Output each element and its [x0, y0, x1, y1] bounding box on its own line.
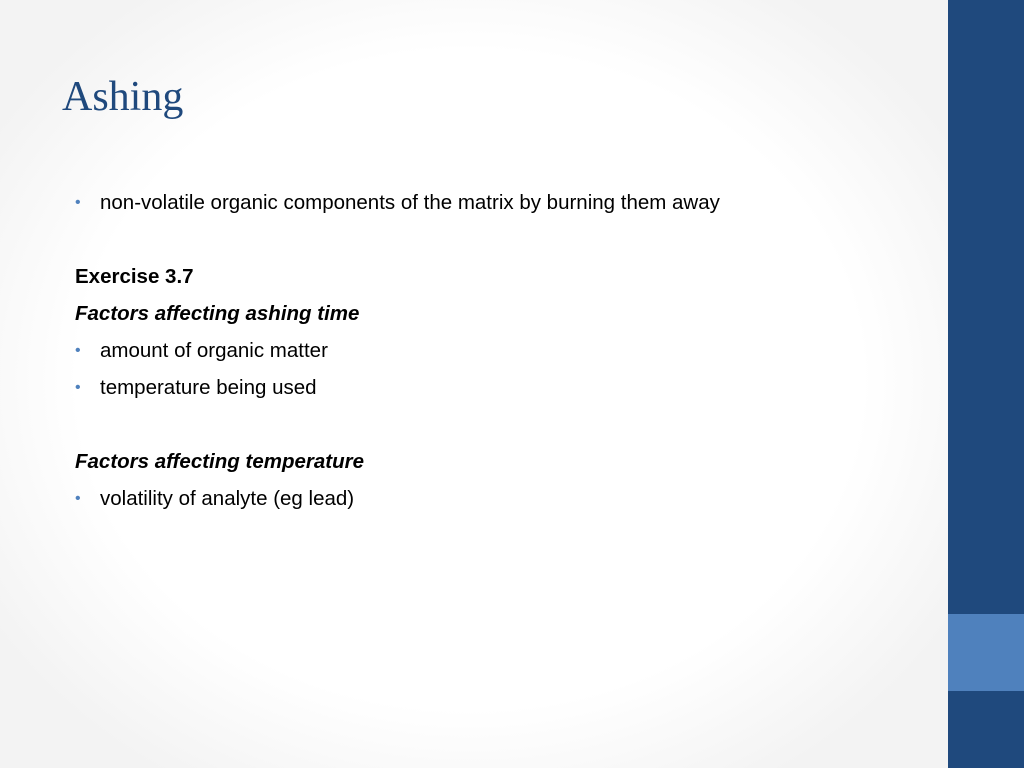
section-heading-temperature: Factors affecting temperature [75, 450, 364, 473]
bullet-text: amount of organic matter [100, 339, 328, 362]
bullet-item [75, 184, 925, 221]
exercise-heading: Exercise 3.7 [75, 265, 194, 288]
bullet-dot-icon: • [75, 194, 81, 211]
bullet-text: volatility of analyte (eg lead) [100, 487, 355, 510]
slide-body [75, 184, 925, 517]
bullet-item [75, 480, 925, 517]
section-heading-ashing-time: Factors affecting ashing time [75, 302, 360, 325]
slide-title: Ashing [62, 74, 184, 120]
bullet-dot-icon: • [75, 379, 81, 396]
bullet-dot-icon: • [75, 342, 81, 359]
spacer [75, 221, 925, 258]
sidebar-accent-block [948, 614, 1024, 691]
bullet-item [75, 369, 925, 406]
spacer [75, 406, 925, 443]
bullet-text: non-volatile organic components of the matrix by burning them away [100, 191, 720, 214]
bullet-text: temperature being used [100, 376, 317, 399]
bullet-item [75, 332, 925, 369]
bullet-dot-icon: • [75, 490, 81, 507]
sidebar-decoration [948, 0, 1024, 768]
